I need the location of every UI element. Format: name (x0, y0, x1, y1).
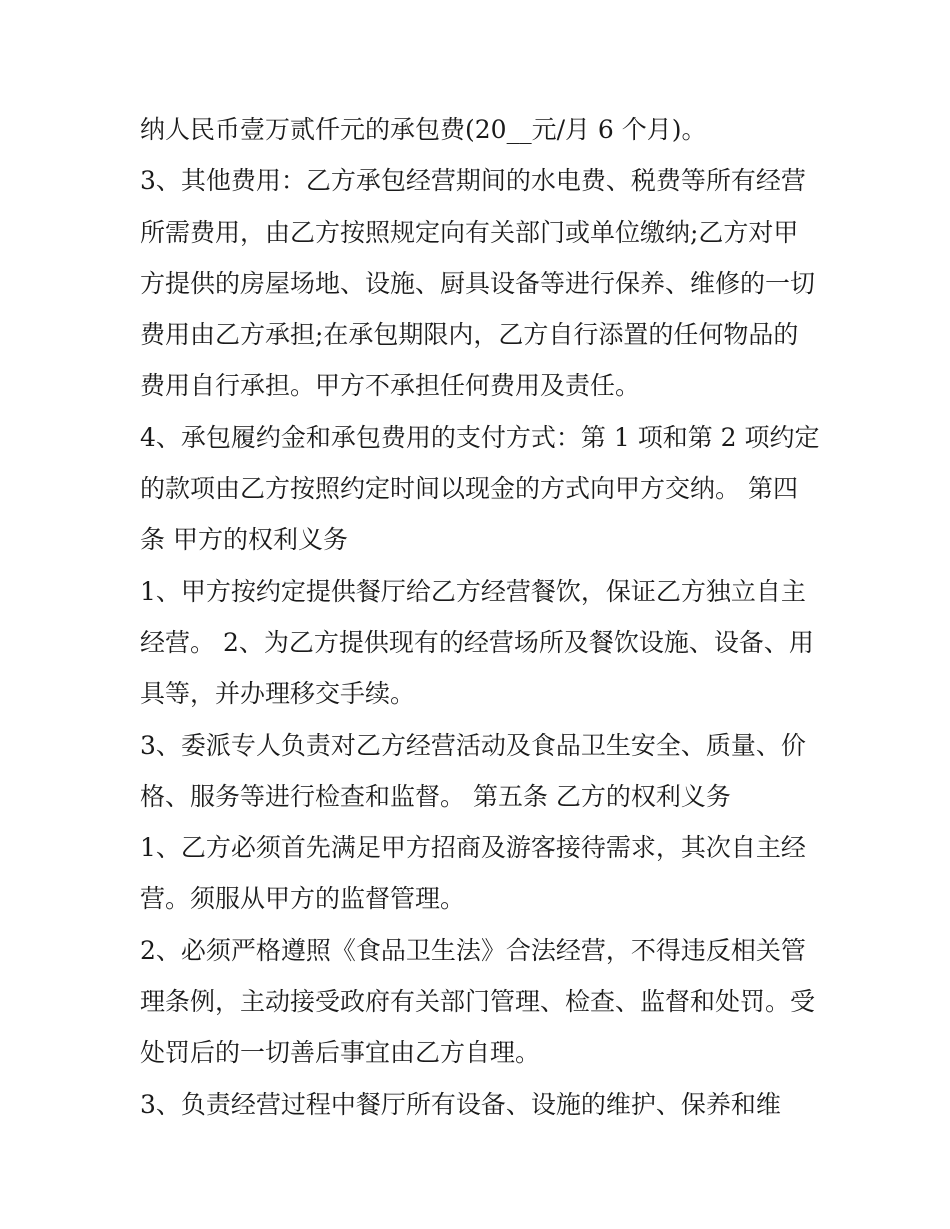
text-line: 3、委派专人负责对乙方经营活动及食品卫生安全、质量、价 (140, 730, 806, 760)
text-line: 4、承包履约金和承包费用的支付方式：第 1 项和第 2 项约定 (140, 422, 820, 452)
text-line: 费用由乙方承担;在承包期限内，乙方自行添置的任何物品的 (140, 320, 799, 350)
text-line: 纳人民币壹万贰仟元的承包费(20__元/月 6 个月)。 (140, 115, 707, 144)
text-line: 的款项由乙方按照约定时间以现金的方式向甲方交纳。 第四 (140, 474, 798, 504)
text-line: 具等，并办理移交手续。 (140, 679, 416, 709)
text-line: 格、服务等进行检查和监督。 第五条 乙方的权利义务 (140, 781, 731, 811)
text-line: 经营。 2、为乙方提供现有的经营场所及餐饮设施、设备、用 (140, 627, 814, 657)
text-line: 2、必须严格遵照《食品卫生法》合法经营，不得违反相关管 (140, 935, 806, 965)
text-line: 1、乙方必须首先满足甲方招商及游客接待需求，其次自主经 (140, 833, 806, 863)
text-line: 1、甲方按约定提供餐厅给乙方经营餐饮，保证乙方独立自主 (140, 576, 806, 606)
text-line: 理条例，主动接受政府有关部门管理、检查、监督和处罚。受 (140, 987, 816, 1017)
text-line: 费用自行承担。甲方不承担任何费用及责任。 (140, 371, 641, 401)
text-line: 3、负责经营过程中餐厅所有设备、设施的维护、保养和维 (140, 1089, 781, 1119)
text-line: 处罚后的一切善后事宜由乙方自理。 (140, 1038, 541, 1068)
text-line: 营。须服从甲方的监督管理。 (140, 884, 466, 914)
text-line: 方提供的房屋场地、设施、厨具设备等进行保养、维修的一切 (140, 268, 816, 298)
text-line: 所需费用，由乙方按照规定向有关部门或单位缴纳;乙方对甲 (140, 217, 799, 247)
text-line: 3、其他费用：乙方承包经营期间的水电费、税费等所有经营 (140, 166, 806, 196)
text-line: 条 甲方的权利义务 (140, 525, 348, 555)
document-body (140, 104, 830, 1130)
